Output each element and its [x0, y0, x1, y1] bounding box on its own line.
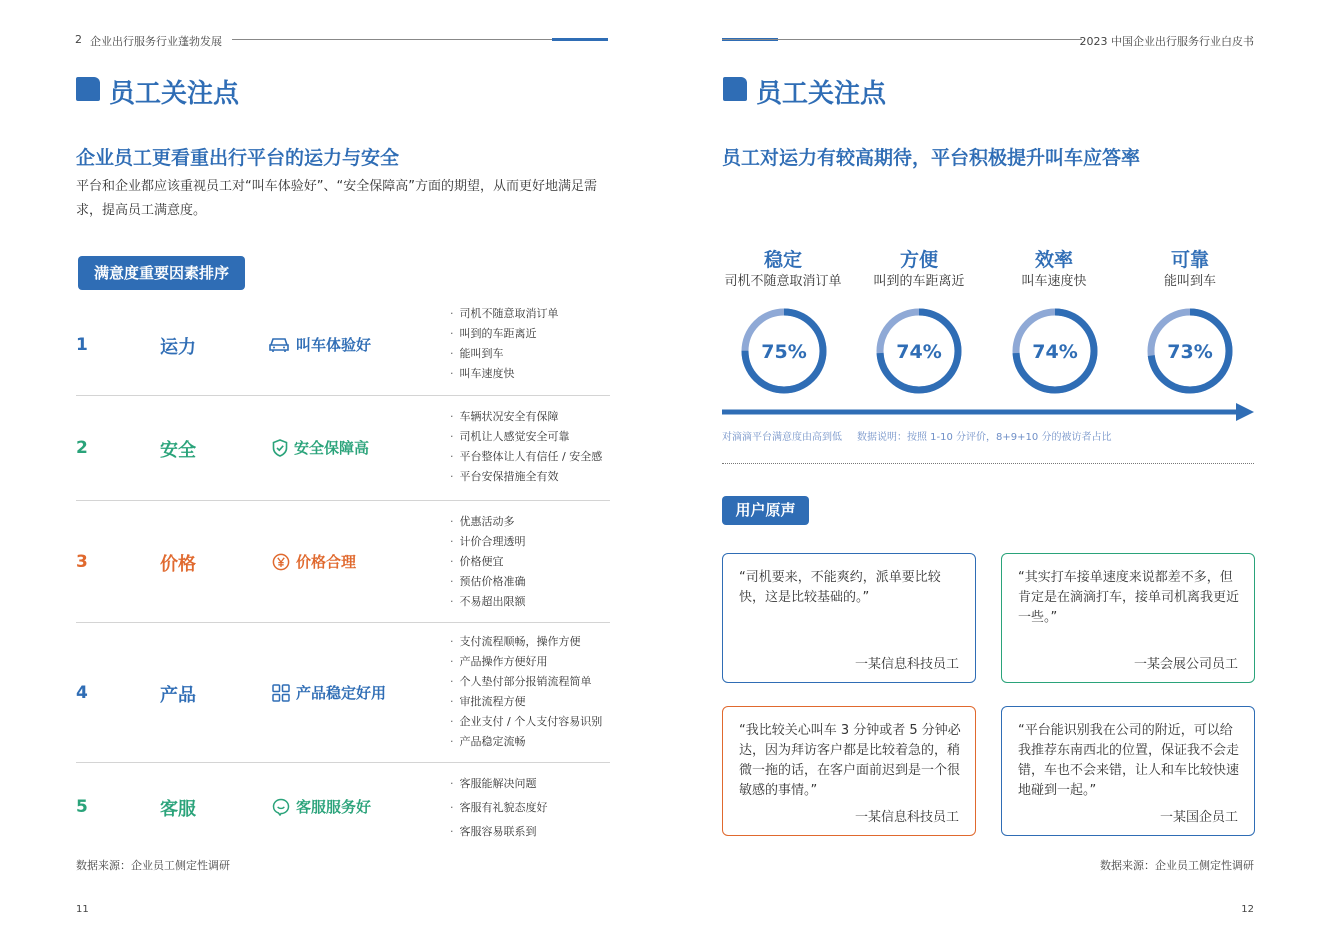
- metric-desc: 叫车速度快: [1021, 274, 1087, 289]
- row-divider: [76, 500, 610, 501]
- bullet-item: · 优惠活动多: [450, 512, 526, 532]
- bullet-item: · 司机不随意取消订单: [450, 304, 559, 324]
- row-divider: [76, 762, 610, 763]
- metric-desc: 叫到的车距离近: [873, 274, 965, 289]
- page-title: 员工关注点: [756, 79, 887, 109]
- page-number: 12: [1241, 904, 1254, 915]
- row-name: 客服: [160, 799, 196, 820]
- quote-author: 一某会展公司员工: [1133, 657, 1238, 672]
- page-subtitle: 员工对运力有较高期待，平台积极提升叫车应答率: [722, 147, 1141, 169]
- metric-title: 效率: [1034, 249, 1073, 271]
- row-divider: [76, 622, 610, 623]
- quote-text: “我比较关心叫车 3 分钟或者 5 分钟必达，因为拜访客户都是比较着急的，稍微一拖的话，在客户面前迟到是一个很敏感的事情。”: [739, 723, 961, 798]
- metric-header: [984, 248, 1124, 292]
- row-feature-label: 叫车体验好: [296, 336, 372, 354]
- bullet-item: · 产品操作方便好用: [450, 652, 602, 672]
- row-feature: [272, 682, 386, 703]
- row-name: 运力: [160, 337, 196, 358]
- row-rank: 1: [76, 335, 88, 355]
- metric-desc: 能叫到车: [1163, 274, 1216, 289]
- bullet-item: · 预估价格准确: [450, 572, 526, 592]
- donut-label: 75%: [761, 341, 807, 363]
- quote-card: [1001, 553, 1255, 683]
- dotted-divider: [722, 463, 1254, 464]
- bullet-item: · 客服能解决问题: [450, 772, 548, 796]
- bullet-item: · 企业支付 / 个人支付容易识别: [450, 712, 602, 732]
- smile-chat-icon: [272, 798, 290, 816]
- bullet-item: · 能叫到车: [450, 344, 559, 364]
- row-bullets: [450, 632, 602, 752]
- ranking-label: 满意度重要因素排序: [78, 256, 245, 290]
- row-bullets: [450, 512, 526, 612]
- voice-label: 用户原声: [722, 496, 809, 525]
- quote-text: “司机要来，不能爽约，派单要比较快，这是比较基础的。”: [739, 570, 941, 605]
- bullet-item: · 计价合理透明: [450, 532, 526, 552]
- page-title: 员工关注点: [109, 79, 240, 109]
- row-feature: [268, 334, 371, 355]
- quote-card: [722, 553, 976, 683]
- quote-author: 一某信息科技员工: [854, 657, 959, 672]
- shield-check-icon: [272, 439, 288, 457]
- quote-author: 一某国企员工: [1159, 810, 1238, 825]
- row-name: 产品: [160, 685, 196, 706]
- donut-chart: [1011, 307, 1099, 395]
- grid-icon: [272, 684, 290, 702]
- donut-chart: [875, 307, 963, 395]
- bullet-item: · 产品稳定流畅: [450, 732, 602, 752]
- metric-header: [713, 248, 853, 292]
- donut-chart: [740, 307, 828, 395]
- row-rank: 2: [76, 438, 88, 458]
- title-marker: [723, 77, 747, 101]
- quote-text: “其实打车接单速度来说都差不多，但肯定是在滴滴打车，接单司机离我更近一些。”: [1018, 570, 1240, 625]
- row-feature: [272, 551, 356, 572]
- row-feature: [272, 437, 369, 458]
- title-marker: [76, 77, 100, 101]
- bullet-item: · 客服有礼貌态度好: [450, 796, 548, 820]
- quote-author: 一某信息科技员工: [854, 810, 959, 825]
- header-rule: [722, 39, 1082, 40]
- quote-card: [1001, 706, 1255, 836]
- row-feature-label: 客服服务好: [296, 798, 372, 816]
- header-rule-accent: [552, 38, 608, 41]
- bullet-item: · 叫到的车距离近: [450, 324, 559, 344]
- row-name: 价格: [160, 554, 196, 575]
- bullet-item: · 司机让人感觉安全可靠: [450, 427, 602, 447]
- bullet-item: · 车辆状况安全有保障: [450, 407, 602, 427]
- row-rank: 4: [76, 683, 88, 703]
- header-section-title: 企业出行服务行业蓬勃发展: [90, 35, 222, 48]
- quote-text: “平台能识别我在公司的附近，可以给我推荐东南西北的位置，保证我不会走错，车也不会来错，让人和车比较快速地碰到一起。”: [1018, 723, 1240, 798]
- row-divider: [76, 395, 610, 396]
- bullet-item: · 价格便宜: [450, 552, 526, 572]
- car-icon: [268, 336, 290, 354]
- row-feature-label: 安全保障高: [294, 439, 370, 457]
- bullet-item: · 个人垫付部分报销流程简单: [450, 672, 602, 692]
- source-note: 数据来源：企业员工侧定性调研: [1100, 859, 1254, 872]
- row-feature-label: 价格合理: [296, 553, 357, 571]
- row-feature-label: 产品稳定好用: [296, 684, 387, 702]
- bullet-item: · 不易超出限额: [450, 592, 526, 612]
- metric-header: [849, 248, 989, 292]
- bullet-item: · 客服容易联系到: [450, 820, 548, 844]
- metric-header: [1120, 248, 1260, 292]
- donut-label: 73%: [1167, 341, 1213, 363]
- bullet-item: · 平台整体让人有信任 / 安全感: [450, 447, 602, 467]
- metric-title: 方便: [899, 249, 938, 271]
- ranking-arrow: [722, 402, 1254, 422]
- donut-label: 74%: [896, 341, 942, 363]
- arrow-note: 对滴滴平台满意度由高到低: [722, 432, 842, 443]
- bullet-item: · 支付流程顺畅，操作方便: [450, 632, 602, 652]
- row-rank: 3: [76, 552, 88, 572]
- row-bullets: [450, 407, 602, 487]
- quote-card: [722, 706, 976, 836]
- row-bullets: [450, 304, 559, 384]
- header-book-title: 2023 中国企业出行服务行业白皮书: [1079, 35, 1254, 48]
- row-feature: [272, 796, 371, 817]
- intro-paragraph: 平台和企业都应该重视员工对“叫车体验好”、“安全保障高”方面的期望，从而更好地满足需求，提高员工满意度。: [76, 179, 597, 218]
- donut-chart: [1146, 307, 1234, 395]
- data-note: 数据说明：按照 1-10 分评价，8+9+10 分的被访者占比: [857, 432, 1112, 443]
- row-bullets: [450, 772, 548, 844]
- bullet-item: · 平台安保措施全有效: [450, 467, 602, 487]
- metric-title: 稳定: [763, 249, 802, 271]
- page-number: 11: [76, 904, 89, 915]
- donut-label: 74%: [1032, 341, 1078, 363]
- row-rank: 5: [76, 797, 88, 817]
- page-subtitle: 企业员工更看重出行平台的运力与安全: [76, 147, 400, 169]
- metric-desc: 司机不随意取消订单: [724, 274, 842, 289]
- metric-title: 可靠: [1170, 249, 1209, 271]
- row-name: 安全: [160, 440, 196, 461]
- header-page-label: 2: [75, 33, 82, 46]
- source-note: 数据来源：企业员工侧定性调研: [76, 859, 230, 872]
- bullet-item: · 叫车速度快: [450, 364, 559, 384]
- bullet-item: · 审批流程方便: [450, 692, 602, 712]
- yen-icon: [272, 553, 290, 571]
